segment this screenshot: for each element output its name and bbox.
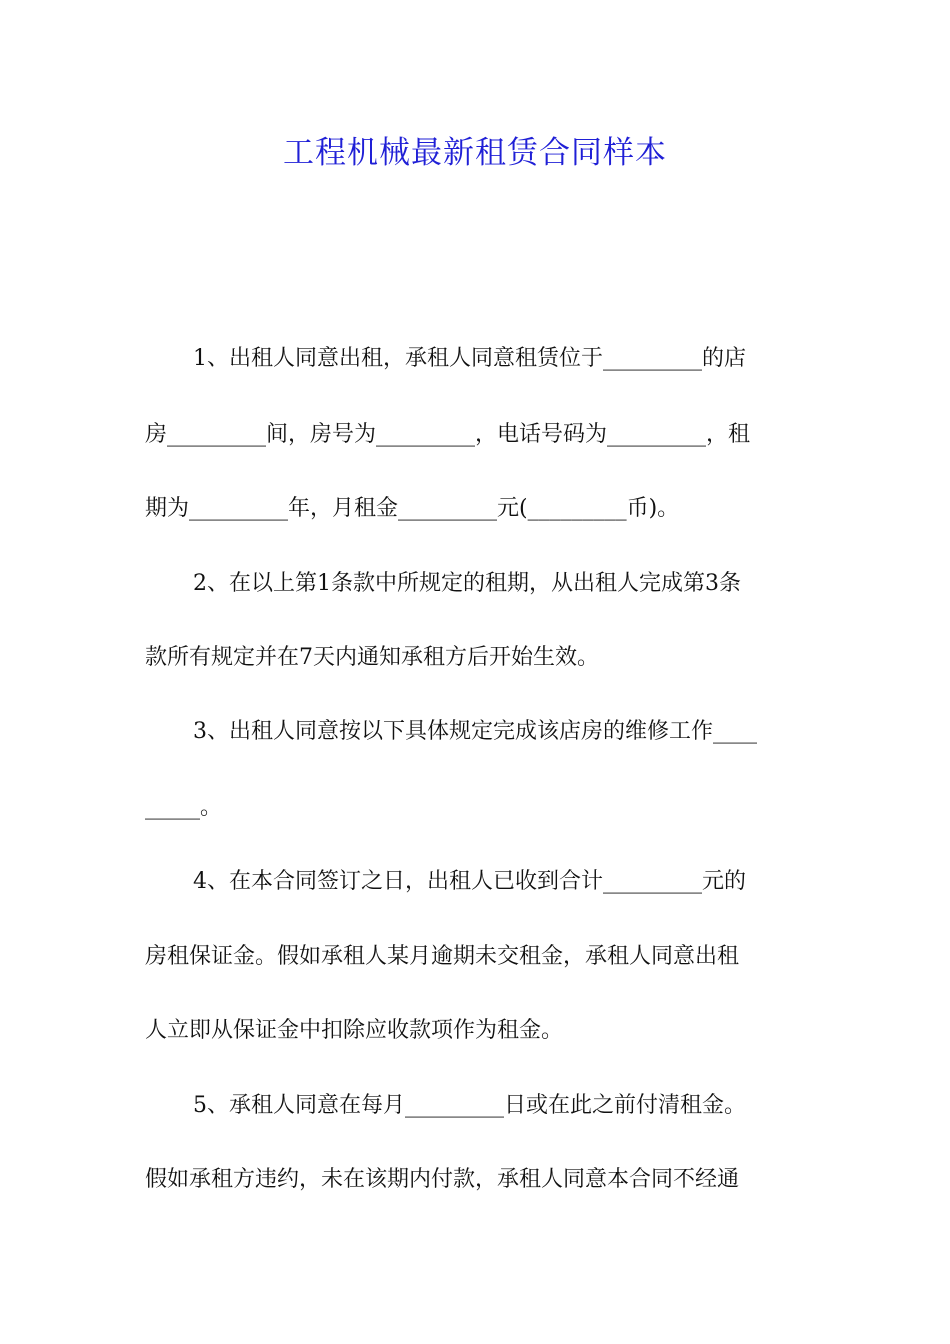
clause-5-line-1: 5、承租人同意在每月_________日或在此之前付清租金。 bbox=[193, 1093, 746, 1118]
clause-5-line-2: 假如承租方违约，未在该期内付款，承租人同意本合同不经通 bbox=[145, 1167, 740, 1192]
clause-3-line-1: 3、出租人同意按以下具体规定完成该店房的维修工作____ bbox=[193, 719, 757, 744]
clause-1-line-3: 期为_________年，月租金_________元(_________币)。 bbox=[145, 496, 680, 521]
clause-1-line-1: 1、出租人同意出租，承租人同意租赁位于_________的店 bbox=[193, 346, 746, 371]
clause-4-line-1: 4、在本合同签订之日，出租人已收到合计_________元的 bbox=[193, 869, 746, 894]
clause-4-line-2: 房租保证金。假如承租人某月逾期未交租金，承租人同意出租 bbox=[145, 944, 740, 969]
clause-2-line-2: 款所有规定并在7天内通知承租方后开始生效。 bbox=[145, 645, 599, 670]
clause-2-line-1: 2、在以上第1条款中所规定的租期，从出租人完成第3条 bbox=[193, 571, 741, 596]
clause-4-line-3: 人立即从保证金中扣除应收款项作为租金。 bbox=[145, 1018, 564, 1043]
document-title: 工程机械最新租赁合同样本 bbox=[283, 135, 667, 171]
clause-3-line-2: _____。 bbox=[145, 795, 223, 820]
clause-1-line-2: 房_________间，房号为_________，电话号码为_________，租 bbox=[145, 422, 751, 447]
